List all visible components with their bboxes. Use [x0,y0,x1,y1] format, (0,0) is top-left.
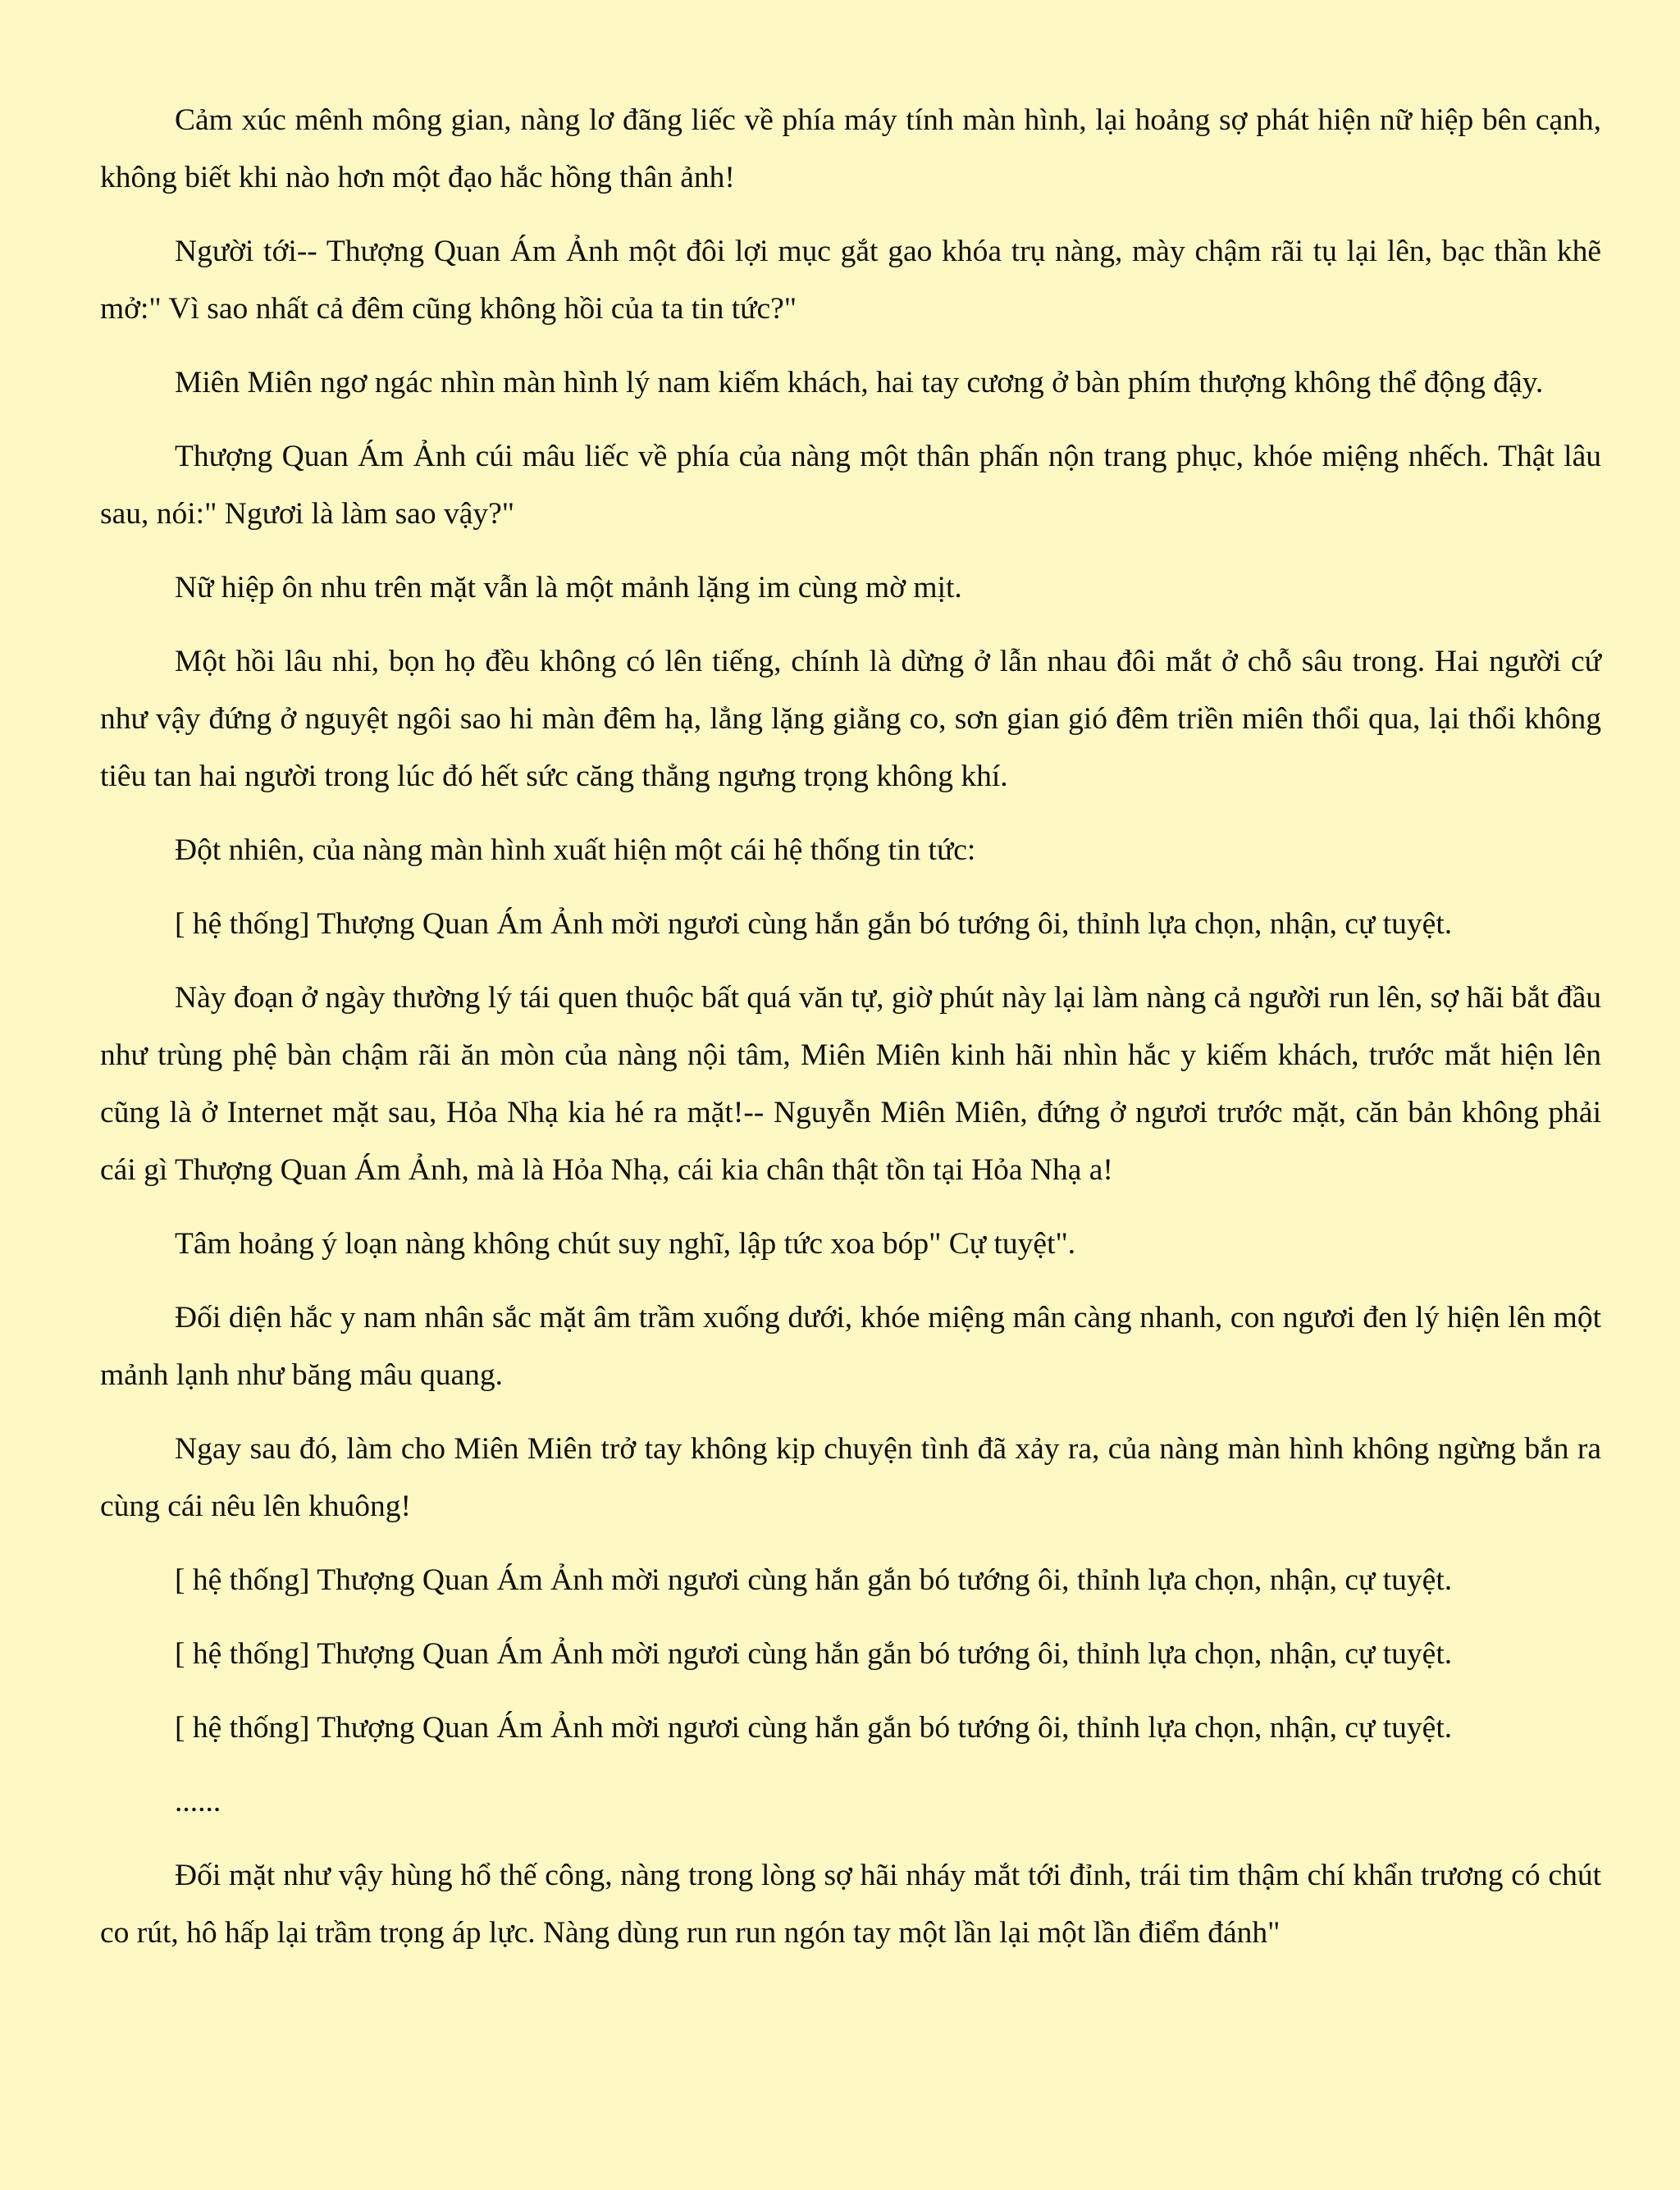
paragraph: Thượng Quan Ám Ảnh cúi mâu liếc về phía của nàng một thân phấn nộn trang phục, khóe miệng nhếch. Thật lâu sau, nói:" Ngươi là làm sao vậy?" [100,440,1601,531]
paragraph: Đối diện hắc y nam nhân sắc mặt âm trầm xuống dưới, khóe miệng mân càng nhanh, con ngươi đen lý hiện lên một mảnh lạnh như băng mâu quang. [100,1301,1601,1392]
paragraph: Miên Miên ngơ ngác nhìn màn hình lý nam kiếm khách, hai tay cương ở bàn phím thượng không thể động đậy. [175,366,1544,399]
system-message: [ hệ thống] Thượng Quan Ám Ảnh mời ngươi cùng hắn gắn bó tướng ôi, thỉnh lựa chọn, nhận, cự tuyệt. [175,1637,1453,1671]
system-message: [ hệ thống] Thượng Quan Ám Ảnh mời ngươi cùng hắn gắn bó tướng ôi, thỉnh lựa chọn, nhận, cự tuyệt. [175,907,1453,941]
paragraph: Đối mặt như vậy hùng hổ thế công, nàng trong lòng sợ hãi nháy mắt tới đỉnh, trái tim thậm chí khẩn trương có chút co rút, hô hấp lại trầm trọng áp lực. Nàng dùng run run ngón tay một lần lại một lần điểm đánh" [100,1859,1601,1950]
paragraph: Đột nhiên, của nàng màn hình xuất hiện một cái hệ thống tin tức: [175,833,976,867]
paragraph: Người tới-- Thượng Quan Ám Ảnh một đôi lợi mục gắt gao khóa trụ nàng, mày chậm rãi tụ lại lên, bạc thần khẽ mở:" Vì sao nhất cả đêm cũng không hồi của ta tin tức?" [100,235,1601,326]
document-page [100,92,1601,1978]
paragraph: Tâm hoảng ý loạn nàng không chút suy nghĩ, lập tức xoa bóp" Cự tuyệt". [175,1227,1076,1261]
system-message: [ hệ thống] Thượng Quan Ám Ảnh mời ngươi cùng hắn gắn bó tướng ôi, thỉnh lựa chọn, nhận, cự tuyệt. [175,1711,1453,1745]
paragraph: Này đoạn ở ngày thường lý tái quen thuộc bất quá văn tự, giờ phút này lại làm nàng cả người run lên, sợ hãi bắt đầu như trùng phệ bàn chậm rãi ăn mòn của nàng nội tâm, Miên Miên kinh hãi nhìn hắc y kiếm khách, trước mắt hiện lên cũng là ở Internet mặt sau, Hỏa Nhạ kia hé ra mặt!-- Nguyễn Miên Miên, đứng ở ngươi trước mặt, căn bản không phải cái gì Thượng Quan Ám Ảnh, mà là Hỏa Nhạ, cái kia chân thật tồn tại Hỏa Nhạ a! [100,981,1601,1187]
paragraph: Ngay sau đó, làm cho Miên Miên trở tay không kịp chuyện tình đã xảy ra, của nàng màn hình không ngừng bắn ra cùng cái nêu lên khuông! [100,1432,1601,1523]
paragraph: Cảm xúc mênh mông gian, nàng lơ đãng liếc về phía máy tính màn hình, lại hoảng sợ phát hiện nữ hiệp bên cạnh, không biết khi nào hơn một đạo hắc hồng thân ảnh! [100,103,1601,194]
paragraph: Nữ hiệp ôn nhu trên mặt vẫn là một mảnh lặng im cùng mờ mịt. [175,571,962,605]
ellipsis-paragraph: ...... [175,1785,221,1818]
paragraph: Một hồi lâu nhi, bọn họ đều không có lên tiếng, chính là dừng ở lẫn nhau đôi mắt ở chỗ sâu trong. Hai người cứ như vậy đứng ở nguyệt ngôi sao hi màn đêm hạ, lẳng lặng giằng co, sơn gian gió đêm triền miên thổi qua, lại thổi không tiêu tan hai người trong lúc đó hết sức căng thẳng ngưng trọng không khí. [100,645,1601,793]
system-message: [ hệ thống] Thượng Quan Ám Ảnh mời ngươi cùng hắn gắn bó tướng ôi, thỉnh lựa chọn, nhận, cự tuyệt. [175,1563,1453,1597]
